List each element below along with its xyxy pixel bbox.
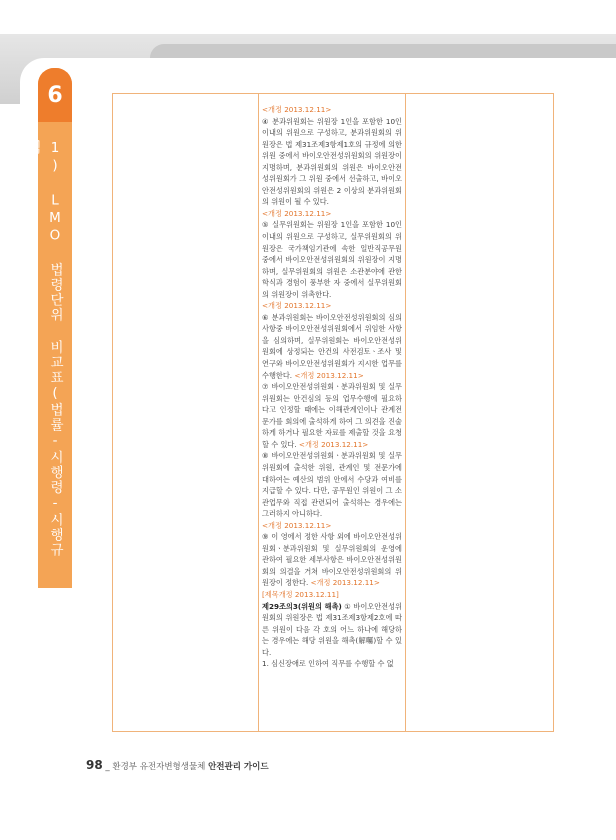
article-body: ① 바이오안전성위원회의 위원장은 법 제31조제3항제2호에 따른 위원이 다음 각 호의 어느 하나에 해당하는 경우에는 해당 위원을 해촉(解囑)할 수 있다. xyxy=(262,601,402,657)
paragraph-8: ⑧ 바이오안전성위원회ㆍ분과위원회 및 실무위원회에 출석한 위원, 관계인 및 전문가에 대하여는 예산의 범위 안에서 수당과 여비를 지급할 수 있다. 다만, 공무원인 위원이 그 소관업무와 직접 관련되어 출석하는 경우에는 그러하지 아니하다. xyxy=(262,451,402,519)
item-1: 1. 심신장애로 인하여 직무를 수행할 수 없 xyxy=(262,659,394,669)
paragraph-9-text: ⑨ 이 영에서 정한 사항 외에 바이오안전성위원회ㆍ분과위원회 및 실무위원회의 운영에 관하여 필요한 세부사항은 바이오안전성위원회의 의결을 거쳐 바이오안전성위원회의 위원장이 정한다. xyxy=(262,532,402,588)
decree-column-cell xyxy=(262,104,402,670)
comparison-table xyxy=(112,93,554,732)
column-divider-2 xyxy=(405,94,406,731)
chapter-title: 1) LMO 법령단위 비교표(법률-시행령-시행규칙) xyxy=(25,140,63,558)
amendment-note: <개정 2013.12.11> xyxy=(262,105,332,114)
amendment-note: <개정 2013.12.11> xyxy=(296,439,369,449)
footer-guide-title: 안전관리 가이드 xyxy=(208,762,269,772)
paragraph-6-text: ⑥ 분과위원회는 바이오안전성위원회의 심의사항중 바이오안전성위원회에서 위임한 사항을 심의하며, 실무위원회는 바이오안전성위원회에 상정되는 안건의 사전검토ㆍ조사 및 연구와 바이오안전성위원회가 지시한 업무를 수행한다. xyxy=(262,312,402,380)
amendment-note: <개정 2013.12.11> xyxy=(262,208,332,218)
page-footer xyxy=(86,758,269,772)
amendment-note: <개정 2013.12.11> xyxy=(308,578,380,588)
chapter-side-tab xyxy=(25,68,72,588)
article-title: 제29조의3(위원의 해촉) xyxy=(262,601,342,611)
paragraph-9 xyxy=(262,531,402,589)
paragraph-7-text: ⑦ 바이오안전성위원회ㆍ분과위원회 및 실무위원회는 안건심의 등의 업무수행에 필요하다고 인정할 때에는 이해관계인이나 관계전문가를 회의에 출석하게 하여 그 의견을 진술하게 하거나 필요한 자료를 제출할 것을 요청할 수 있다. xyxy=(262,382,402,449)
amendment-note: <개정 2013.12.11> xyxy=(262,520,332,530)
footer-publisher: 환경부 유전자변형생물체 xyxy=(112,762,206,772)
footer-separator: _ xyxy=(105,762,110,772)
paragraph-5: ⑤ 실무위원회는 위원장 1인을 포함한 10인 이내의 위원으로 구성하고, 실무위원회의 위원장은 국가책임기관에 속한 일반직공무원 중에서 바이오안전성위원회의 위원장이 지명하며, 실무위원회의 위원은 소관분야에 관한 학식과 경험이 풍부한 자 중에서 실무위원회의 위원장이 위촉한다. xyxy=(262,220,402,299)
paragraph-4: ④ 분과위원회는 위원장 1인을 포함한 10인 이내의 위원으로 구성하고, 분과위원회의 위원장은 법 제31조제3항제1호의 규정에 의한 위원 중에서 바이오안전성위원회의 위원장이 지명하며, 분과위원회의 위원은 바이오안전성위원회가 그 위원 중에서 선출하고, 바이오안전성위원회의 위원은 2 이상의 분과위원회의 위원이 될 수 있다. xyxy=(262,116,402,207)
paragraph-6 xyxy=(262,312,402,381)
title-amendment-note: [제목개정 2013.12.11] xyxy=(262,589,339,599)
amendment-note: <개정 2013.12.11> xyxy=(262,301,332,311)
chapter-number: 6 xyxy=(38,68,72,122)
article-29-3 xyxy=(262,601,402,659)
column-divider-1 xyxy=(258,94,259,731)
amendment-note: <개정 2013.12.11> xyxy=(292,370,364,380)
paragraph-7 xyxy=(262,381,402,450)
page-number: 98 xyxy=(86,758,103,772)
